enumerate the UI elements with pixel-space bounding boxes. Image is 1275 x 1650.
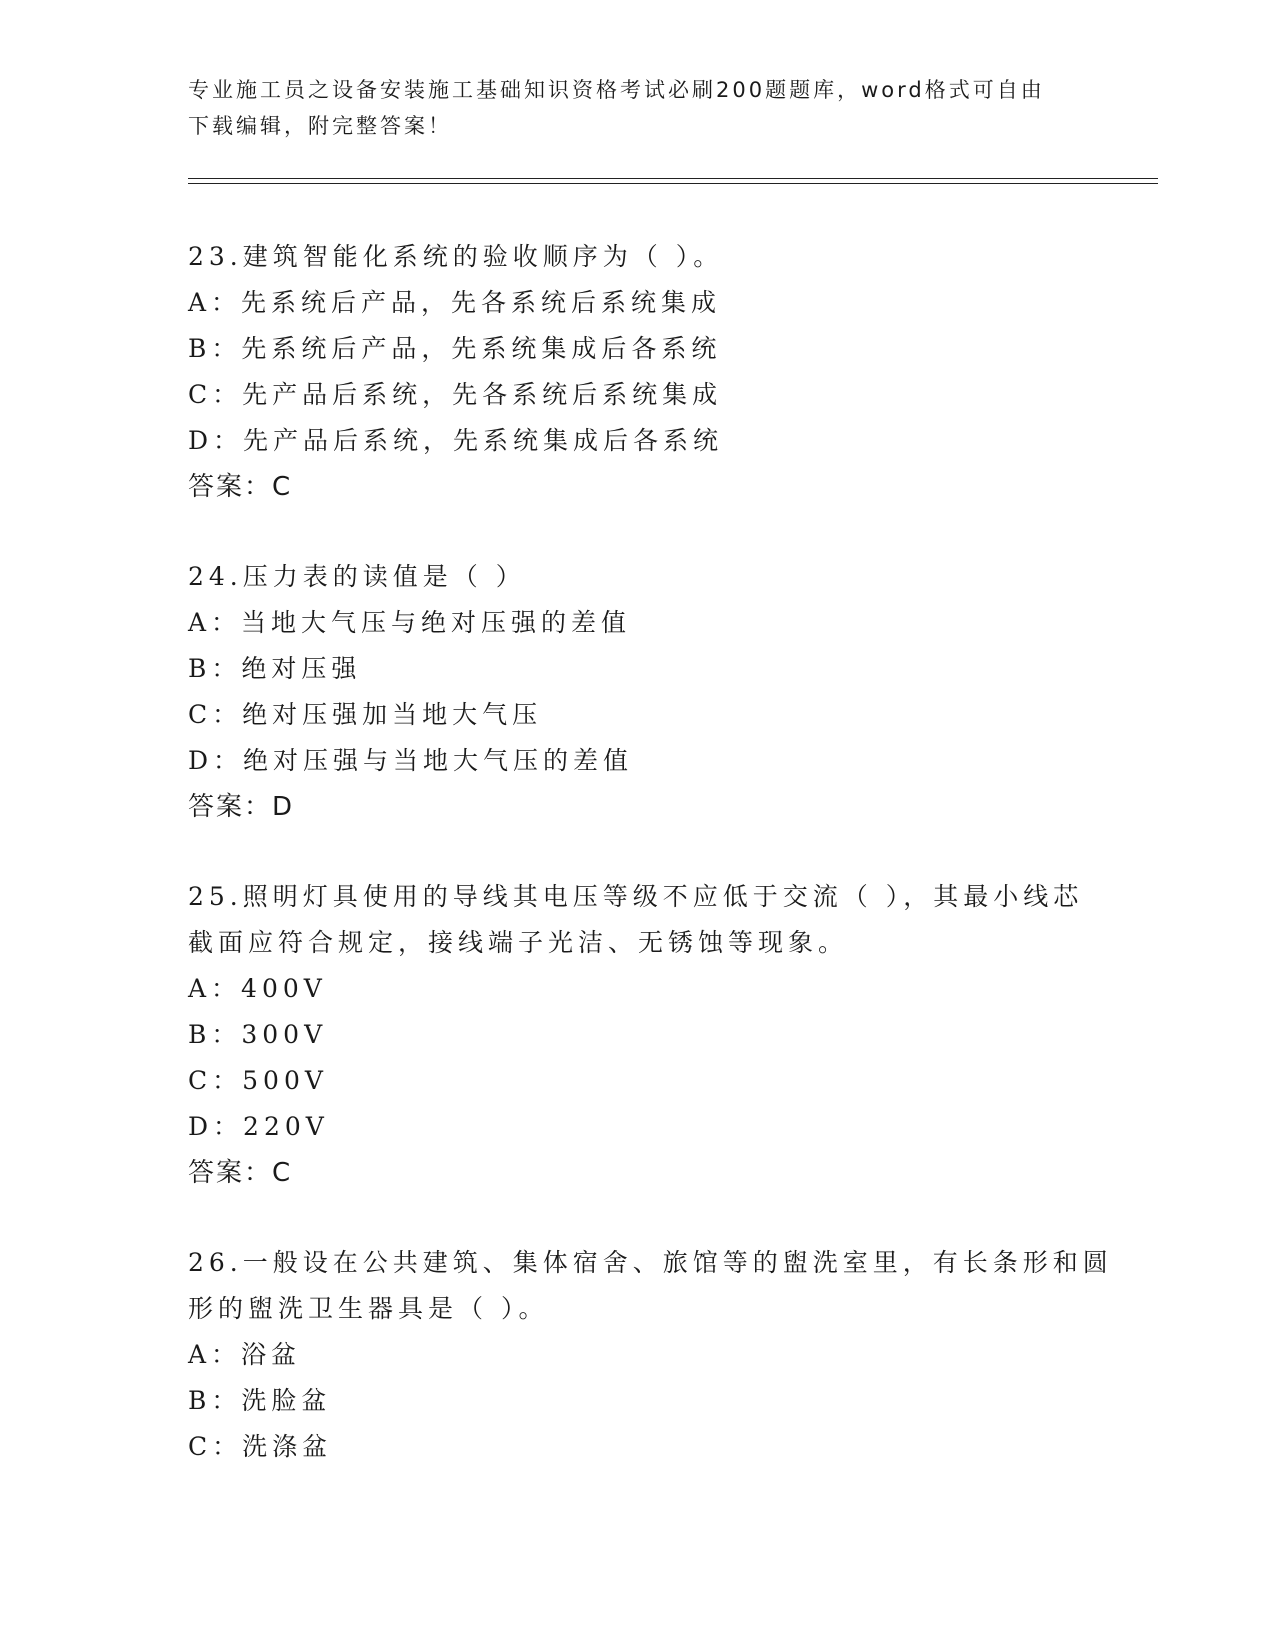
answer: 答案：D [188, 792, 295, 822]
option-d: D：220V [188, 1112, 329, 1141]
answer: 答案：C [188, 472, 293, 502]
question-stem-line-2: 形的盥洗卫生器具是（ ）。 [188, 1294, 549, 1323]
header-divider-bottom [188, 183, 1158, 184]
question-stem-line-2: 截面应符合规定，接线端子光洁、无锈蚀等现象。 [188, 928, 849, 957]
option-a: A：浴盆 [188, 1340, 302, 1369]
option-a: A：先系统后产品，先各系统后系统集成 [188, 288, 722, 317]
option-b: B：先系统后产品，先系统集成后各系统 [188, 334, 722, 363]
header-line-2: 下载编辑，附完整答案！ [188, 114, 452, 138]
question-stem-line-1: 26.一般设在公共建筑、集体宿舍、旅馆等的盥洗室里，有长条形和圆 [188, 1248, 1113, 1277]
header-divider-top [188, 178, 1158, 179]
option-b: B：绝对压强 [188, 654, 362, 683]
option-d: D：先产品后系统，先系统集成后各系统 [188, 426, 724, 455]
option-d: D：绝对压强与当地大气压的差值 [188, 746, 634, 775]
question-24 [188, 554, 1088, 830]
question-25 [188, 874, 1088, 1196]
question-23 [188, 234, 1088, 510]
question-stem: 24.压力表的读值是（ ） [188, 562, 526, 591]
question-26 [188, 1240, 1113, 1470]
option-c: C：绝对压强加当地大气压 [188, 700, 543, 729]
answer: 答案：C [188, 1158, 293, 1188]
option-c: C：先产品后系统，先各系统后系统集成 [188, 380, 723, 409]
document-header [188, 72, 1088, 144]
option-c: C：洗涤盆 [188, 1432, 333, 1461]
header-line-1: 专业施工员之设备安装施工基础知识资格考试必刷200题题库，word格式可自由 [188, 78, 1045, 102]
question-stem-line-1: 25.照明灯具使用的导线其电压等级不应低于交流（ ），其最小线芯 [188, 882, 1084, 911]
option-b: B：洗脸盆 [188, 1386, 332, 1415]
option-b: B：300V [188, 1020, 328, 1049]
question-stem: 23.建筑智能化系统的验收顺序为（ ）。 [188, 242, 724, 271]
option-c: C：500V [188, 1066, 328, 1095]
option-a: A：当地大气压与绝对压强的差值 [188, 608, 632, 637]
option-a: A：400V [188, 974, 327, 1003]
